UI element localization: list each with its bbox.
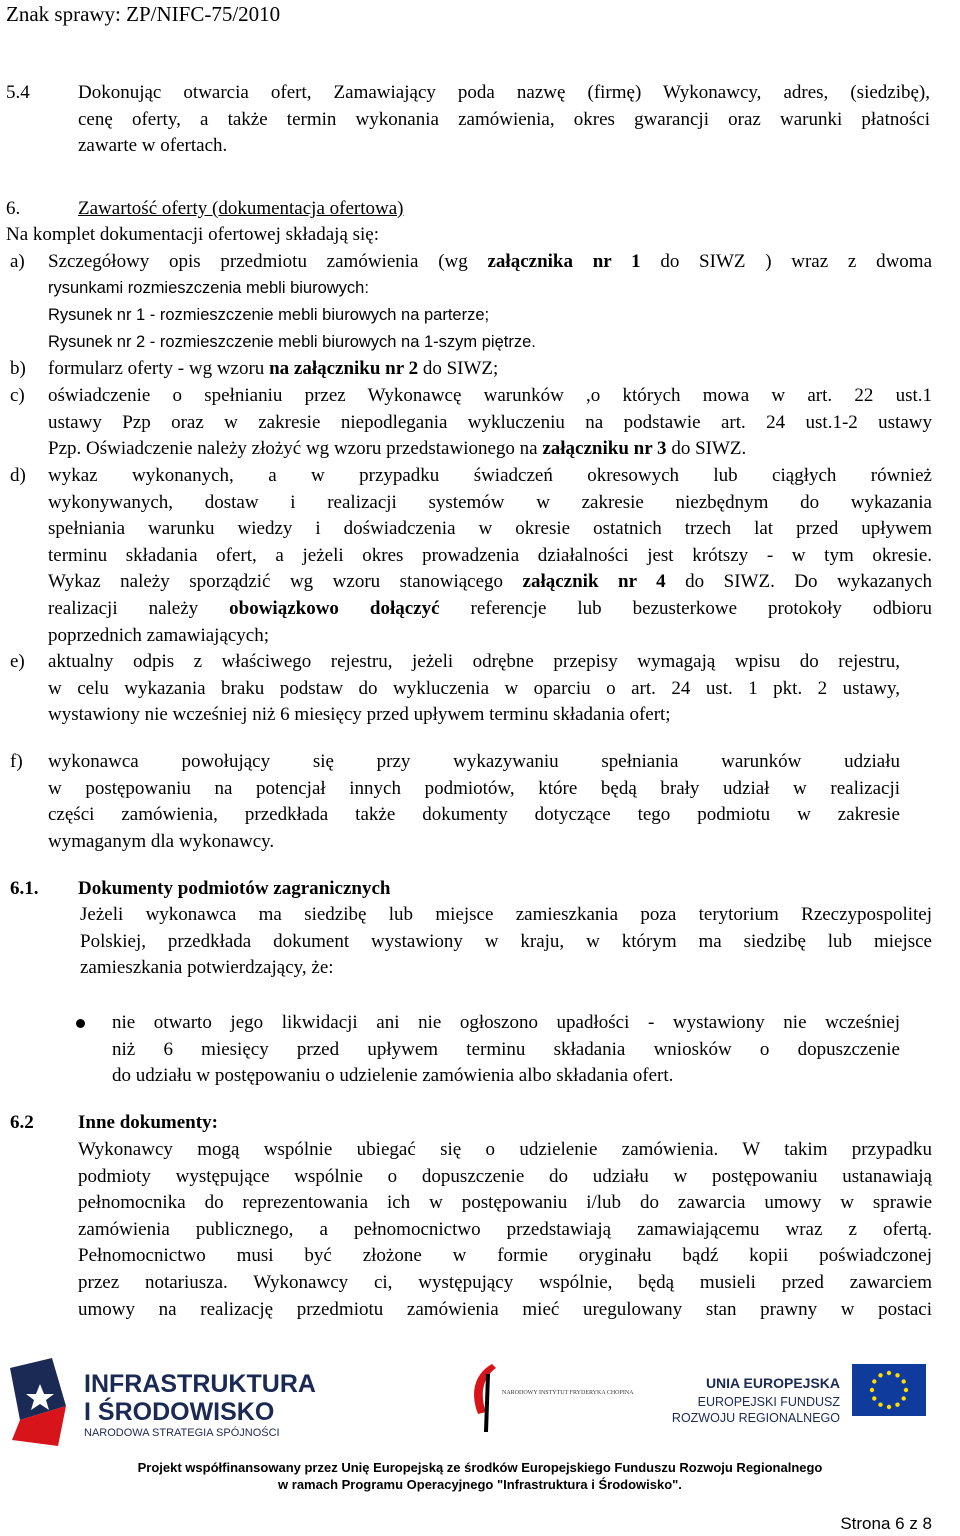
text-line: niż 6 miesięcy przed upływem terminu składania wniosków o dopuszczenie [112,1038,900,1060]
attachment-ref: załącznik nr 4 [522,571,666,593]
item-a-text [48,249,932,276]
eu-line2: EUROPEJSKI FUNDUSZ [697,1395,840,1409]
bullet-icon [76,1019,85,1028]
eu-star-icon [902,1379,906,1383]
bullet-text [112,1010,900,1090]
emphasis: obowiązkowo dołączyć [229,597,440,619]
item-b-text [48,356,498,383]
item-e-label: e) [10,651,25,672]
text-line: podmioty występujące wspólnie o dopuszczenie do udziału w postępowaniu ustanawiają [78,1165,932,1187]
text-span: Wykaz należy sporządzić wg wzoru stanowiącego [48,571,523,593]
text-line: umowy na realizację przedmiotu zamówienia mieć uregulowany stan prawny w postaci [78,1298,932,1320]
item-d-label: d) [10,465,26,486]
text-line [48,249,932,276]
text-line: Dokonując otwarcia ofert, Zamawiający poda nazwę (firmę) Wykonawcy, adres, (siedzibę), [78,82,930,103]
eu-star-icon [872,1379,876,1383]
section-number: 6.2 [10,1112,34,1133]
attachment-ref: na załączniku nr 2 [269,358,419,379]
section-6-2-number [10,1110,34,1137]
eu-line3: ROZWOJU REGIONALNEGO [671,1411,840,1425]
text-line: nie otwarto jego likwidacji ani nie ogłoszono upadłości - wystawiony nie wcześniej [112,1012,900,1033]
section-6-1-text [80,902,932,982]
section-6-title [78,196,404,223]
text-line: w postępowaniu na potencjał innych podmiotów, które będą brały udział w realizacji [48,777,900,799]
eu-star-icon [878,1373,882,1377]
attachment-ref: załącznika nr 1 [487,251,641,272]
text-line: ustawy Pzp oraz w zakresie niepodlegania wykluczeniu na podstawie art. 24 ust.1-2 ustawy [48,411,932,433]
item-e-text [48,649,900,729]
text-line: pełnomocnika do reprezentowania ich w postępowaniu i/lub do zawarcia umowy w sprawie [78,1192,932,1214]
eu-star-icon [878,1403,882,1407]
funding-line2: w ramach Programu Operacyjnego "Infrastruktura i Środowisko". [278,1477,682,1492]
text-line: zamieszkania potwierdzający, że: [80,957,334,979]
item-d-text [48,463,932,649]
text-span: do SIWZ. [666,438,747,460]
item-a-line4: Rysunek nr 2 - rozmieszczenie mebli biurowych na 1-szym piętrze. [48,333,536,351]
text-line: do udziału w postępowaniu o udzielenie zamówienia albo składania ofert. [112,1065,674,1087]
item-b-label: b) [10,358,26,379]
item-f-text [48,749,900,855]
infra-line2: I ŚRODOWISKO [84,1398,275,1426]
text-line [48,436,932,463]
nifc-text: NARODOWY INSTYTUT FRYDERYKA CHOPINA [502,1390,634,1396]
item-a-label: a) [10,251,25,272]
section-number: 6.1. [10,878,39,899]
text-line: wykonawca powołujący się przy wykazywaniu spełniania warunków udziału [48,751,900,772]
infrastruktura-logo [10,1358,316,1446]
text-span: do SIWZ. Do wykazanych [665,571,932,593]
text-line: Polskiej, przedkłada dokument wystawiony w kraju, w którym ma siedzibę lub miejsce [80,930,932,952]
text-span: Szczegółowy opis przedmiotu zamówienia (wg [48,251,488,272]
attachment-ref: załączniku nr 3 [542,438,667,460]
section-5-4-number: 5.4 [6,82,30,103]
text-line: Pełnomocnictwo musi być złożone w formie oryginału bądź kopii poświadczonej [78,1245,932,1267]
text-line: poprzednich zamawiających; [48,624,270,646]
text-span: realizacji należy [48,597,230,619]
text-line: części zamówienia, przedkłada także dokumenty dotyczące tego podmiotu w zakresie [48,804,900,826]
section-title: Inne dokumenty: [78,1112,218,1133]
text-line: wykonywanych, dostaw i realizacji systemów w zakresie niezbędnym do wykazania [48,491,932,513]
section-6-1-title [78,876,390,903]
section-6-number: 6. [6,198,21,219]
item-c-label: c) [10,385,25,406]
text-line: wykaz wykonanych, a w przypadku świadczeń okresowych lub ciągłych również [48,465,932,486]
case-number: Znak sprawy: ZP/NIFC-75/2010 [6,2,281,26]
section-6-1-number [10,876,39,903]
eu-logo [672,1364,926,1425]
text-line: zamówienia publicznego, a pełnomocnictwo przedstawiają zamawiającemu wraz z ofertą. [78,1218,932,1240]
section-6-2-title [78,1110,218,1137]
item-a-line3: Rysunek nr 1 - rozmieszczenie mebli biurowych na parterze; [48,306,490,324]
text-span: referencje lub bezusterkowe protokoły odbioru [439,597,933,619]
funding-logos [0,1354,960,1454]
text-line: cenę oferty, a także termin wykonania zamówienia, okres gwarancji oraz warunki płatności [78,108,930,130]
eu-star-icon [872,1396,876,1400]
text-line: spełniania warunku wiedzy i doświadczenia w okresie ostatnich trzech lat przed upływem [48,518,932,540]
text-span: do SIWZ; [418,358,499,379]
text-line: Wykonawcy mogą wspólnie ubiegać się o udzielenie zamówienia. W takim przypadku [78,1139,932,1160]
item-c-text [48,383,932,463]
infra-sub: NARODOWA STRATEGIA SPÓJNOŚCI [84,1427,280,1439]
text-span: formularz oferty - wg wzoru [48,358,270,379]
text-line [48,596,932,623]
text-line: terminu składania ofert, a jeżeli okres prowadzenia działalności jest krótszy - w tym okresie. [48,544,932,566]
text-line: zawarte w ofertach. [78,135,228,157]
funding-line1: Projekt współfinansowany przez Unię Europejską ze środków Europejskiego Funduszu Rozwoju Regionalnego [137,1460,823,1475]
text-line: przez notariusza. Wykonawcy ci, występujący wspólnie, będą musieli przed zawarciem [78,1271,932,1293]
eu-line1: UNIA EUROPEJSKA [705,1375,840,1391]
text-line: Jeżeli wykonawca ma siedzibę lub miejsce zamieszkania poza terytorium Rzeczypospolitej [80,904,932,925]
text-span: Pzp. Oświadczenie należy złożyć wg wzoru przedstawionego na [48,438,543,460]
nifc-logo [474,1364,634,1432]
eu-star-icon [887,1405,891,1409]
text-line [48,569,932,596]
text-line: oświadczenie o spełnianiu przez Wykonawcę warunków ,o których mowa w art. 22 ust.1 [48,385,932,406]
eu-star-icon [895,1373,899,1377]
text-line: wystawiony nie wcześniej niż 6 miesięcy przed upływem terminu składania ofert; [48,704,671,726]
section-title: Dokumenty podmiotów zagranicznych [78,878,391,899]
infra-line1: INFRASTRUKTURA [84,1370,316,1398]
section-6-2-text [78,1137,932,1323]
text-line: w celu wykazania braku podstaw do wykluczenia w oparciu o art. 24 ust. 1 pkt. 2 ustawy, [48,677,900,699]
eu-star-icon [904,1388,908,1392]
page-number: Strona 6 z 8 [840,1514,932,1533]
eu-star-icon [895,1403,899,1407]
text-line: wymaganym dla wykonawcy. [48,830,275,852]
section-6-intro: Na komplet dokumentacji ofertowej składają się: [6,224,380,245]
item-a-line2: rysunkami rozmieszczenia mebli biurowych: [48,279,369,297]
eu-star-icon [887,1371,891,1375]
item-f-label: f) [10,751,23,772]
eu-star-icon [902,1396,906,1400]
eu-star-icon [870,1388,874,1392]
text-span: do SIWZ ) wraz z dwoma [640,251,932,272]
text-line: aktualny odpis z właściwego rejestru, jeżeli odrębne przepisy wymagają wpisu do rejestru, [48,651,900,672]
section-6-title-text: Zawartość oferty (dokumentacja ofertowa) [78,198,404,219]
nifc-mark-black [484,1374,490,1432]
funding-note [0,1459,960,1493]
section-5-4-text [78,80,930,160]
